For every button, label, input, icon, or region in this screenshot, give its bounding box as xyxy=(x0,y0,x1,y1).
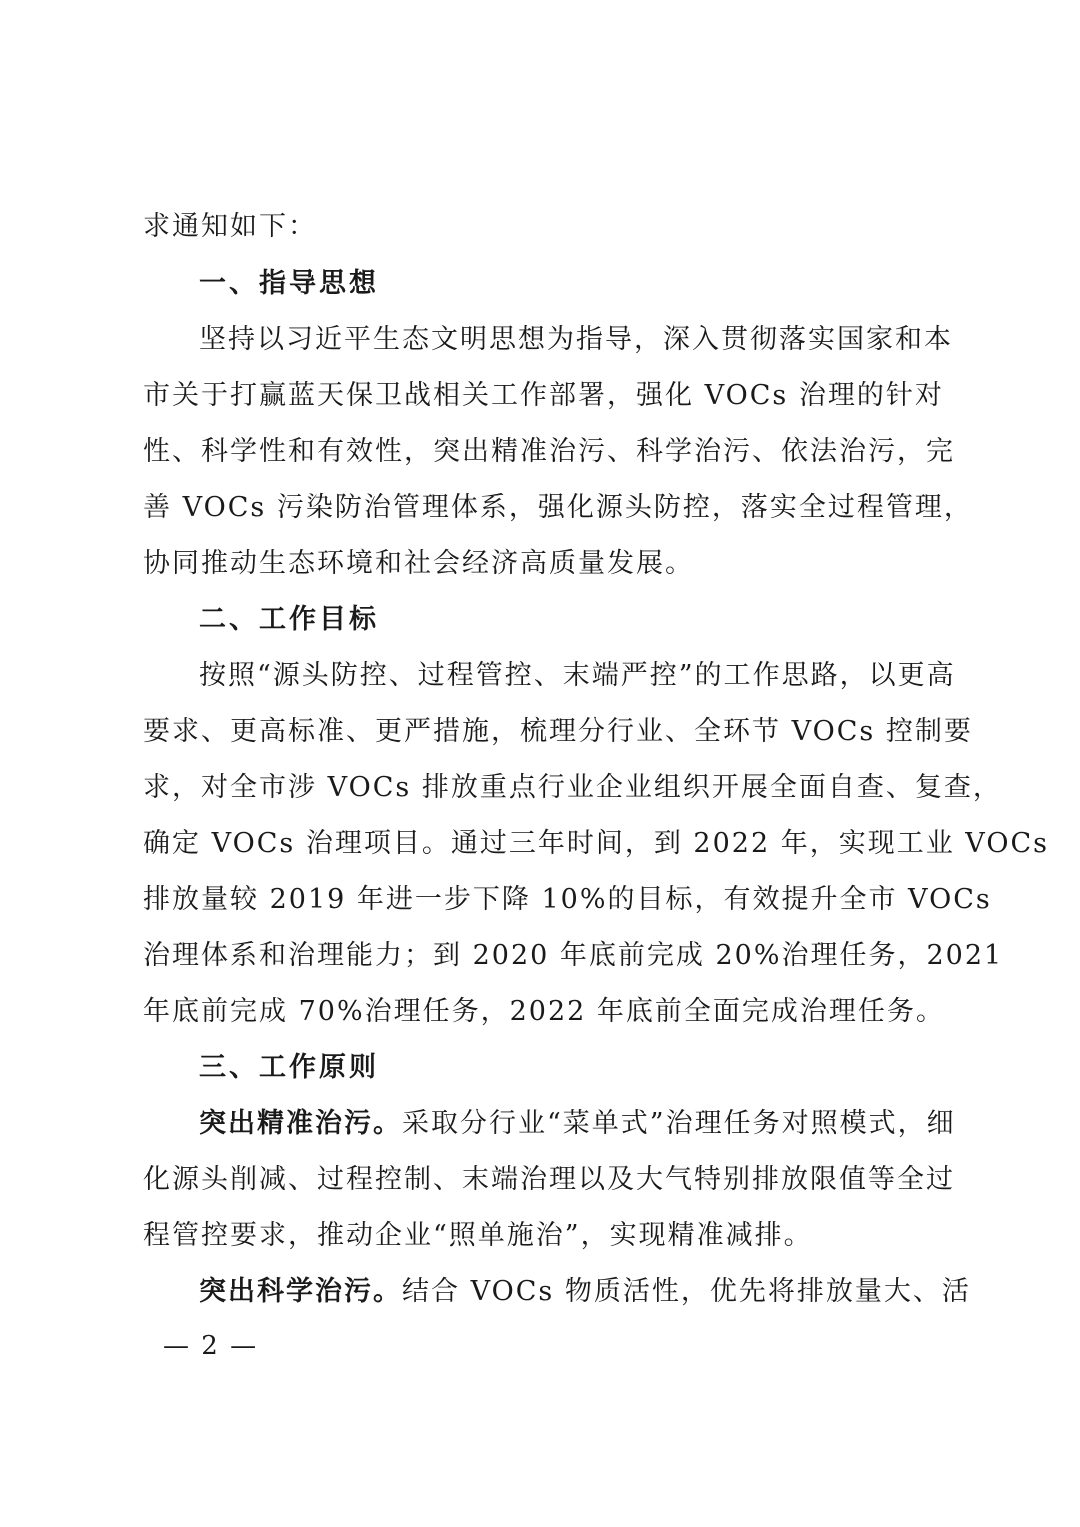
paragraph-line: 善 VOCs 污染防治管理体系，强化源头防控，落实全过程管理， xyxy=(143,492,973,523)
section-heading-work-principles: 三、工作原则 xyxy=(199,1052,379,1083)
paragraph-line: 按照“源头防控、过程管控、末端严控”的工作思路，以更高 xyxy=(199,660,956,691)
scientific-pollution-lead: 突出科学治污。 xyxy=(199,1276,402,1307)
paragraph-text: 结合 VOCs 物质活性，优先将排放量大、活 xyxy=(402,1276,971,1307)
paragraph-line: 要求、更高标准、更严措施，梳理分行业、全环节 VOCs 控制要 xyxy=(143,716,973,747)
paragraph-text: 采取分行业“菜单式”治理任务对照模式，细 xyxy=(402,1108,956,1139)
paragraph-line xyxy=(199,1272,971,1312)
paragraph-line xyxy=(199,1104,956,1144)
precise-pollution-lead: 突出精准治污。 xyxy=(199,1108,402,1139)
paragraph-line: 程管控要求，推动企业“照单施治”，实现精准减排。 xyxy=(143,1220,813,1251)
paragraph-line: 排放量较 2019 年进一步下降 10%的目标，有效提升全市 VOCs xyxy=(143,884,992,915)
paragraph-line: 确定 VOCs 治理项目。通过三年时间，到 2022 年，实现工业 VOCs xyxy=(143,828,1049,859)
paragraph-line: 治理体系和治理能力；到 2020 年底前完成 20%治理任务，2021 xyxy=(143,940,1004,971)
page-number: — 2 — xyxy=(163,1331,259,1361)
intro-line: 求通知如下： xyxy=(143,211,317,242)
paragraph-line: 性、科学性和有效性，突出精准治污、科学治污、依法治污，完 xyxy=(143,436,955,467)
paragraph-line: 求，对全市涉 VOCs 排放重点行业企业组织开展全面自查、复查， xyxy=(143,772,1002,803)
paragraph-line: 市关于打赢蓝天保卫战相关工作部署，强化 VOCs 治理的针对 xyxy=(143,380,944,411)
paragraph-line: 协同推动生态环境和社会经济高质量发展。 xyxy=(143,548,694,579)
paragraph-line: 坚持以习近平生态文明思想为指导，深入贯彻落实国家和本 xyxy=(199,324,953,355)
paragraph-line: 化源头削减、过程控制、末端治理以及大气特别排放限值等全过 xyxy=(143,1164,955,1195)
section-heading-work-goals: 二、工作目标 xyxy=(199,604,379,635)
section-heading-guiding-ideology: 一、指导思想 xyxy=(199,268,379,299)
paragraph-line: 年底前完成 70%治理任务，2022 年底前全面完成治理任务。 xyxy=(143,996,945,1027)
